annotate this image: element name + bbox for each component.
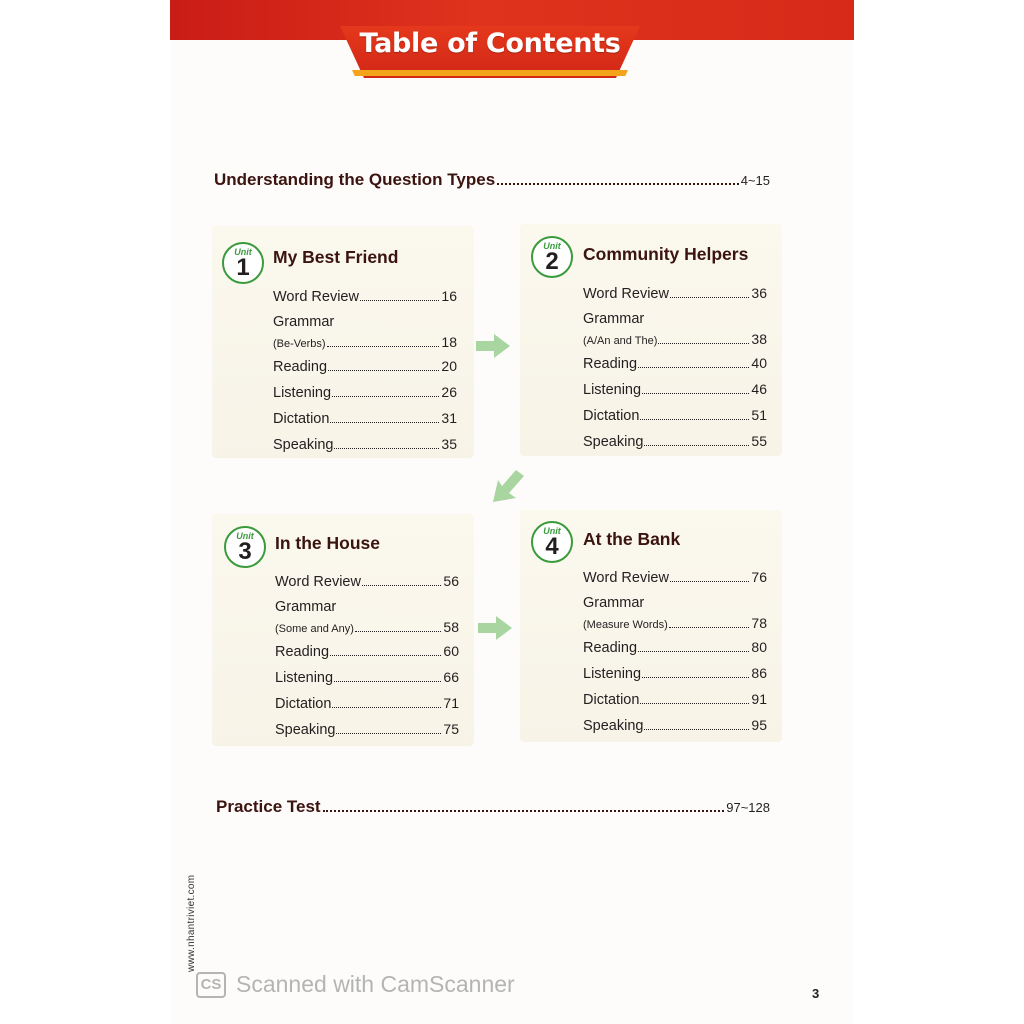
entry-label: Listening	[273, 385, 332, 401]
entry-page: 26	[441, 384, 457, 400]
entry-page: 80	[751, 639, 767, 655]
entry-page: 38	[751, 331, 767, 347]
entry-label: Reading	[583, 640, 638, 656]
dot-leader	[644, 729, 749, 730]
entry-word-review[interactable]	[583, 569, 767, 595]
unit-badge-word: Unit	[234, 247, 252, 257]
dot-leader	[642, 677, 749, 678]
entry-word-review[interactable]	[273, 288, 457, 314]
dot-leader	[328, 370, 439, 371]
toc-line-pages: 4~15	[740, 173, 770, 188]
entry-word-review[interactable]	[275, 573, 459, 599]
entry-label: Grammar	[583, 311, 645, 327]
entry-listening[interactable]	[583, 381, 767, 407]
dot-leader	[355, 631, 442, 632]
dot-leader	[638, 651, 749, 652]
dot-leader	[640, 419, 749, 420]
entry-page: 91	[751, 691, 767, 707]
entry-reading[interactable]	[583, 639, 767, 665]
entry-label: Word Review	[275, 574, 361, 590]
entry-label: Word Review	[583, 570, 669, 586]
dot-leader	[497, 183, 739, 185]
entry-sublabel: (A/An and The)	[583, 335, 658, 347]
entry-page: 16	[441, 288, 457, 304]
entry-dictation[interactable]	[275, 695, 459, 721]
dot-leader	[362, 585, 441, 586]
entry-reading[interactable]	[583, 355, 767, 381]
unit-badge-word: Unit	[543, 526, 561, 536]
entry-dictation[interactable]	[583, 691, 767, 717]
entry-page: 75	[443, 721, 459, 737]
entry-page: 78	[751, 615, 767, 631]
unit-badge-number: 2	[545, 248, 559, 275]
entry-page: 20	[441, 358, 457, 374]
dot-leader	[330, 655, 441, 656]
entry-label: Listening	[583, 382, 642, 398]
entry-label: Grammar	[583, 595, 645, 611]
dot-leader	[332, 707, 441, 708]
dot-leader	[327, 346, 440, 347]
dot-leader	[334, 448, 439, 449]
title-tab-accent	[352, 70, 628, 76]
entry-label: Grammar	[275, 599, 337, 615]
entry-speaking[interactable]	[583, 433, 767, 459]
toc-line-pages: 97~128	[726, 800, 770, 815]
dot-leader	[332, 396, 439, 397]
entry-page: 86	[751, 665, 767, 681]
entry-dictation[interactable]	[273, 410, 457, 436]
entry-label: Word Review	[583, 286, 669, 302]
entry-label: Reading	[273, 359, 328, 375]
entry-listening[interactable]	[273, 384, 457, 410]
entry-reading[interactable]	[273, 358, 457, 384]
entry-page: 31	[441, 410, 457, 426]
unit-badge-1	[222, 242, 264, 284]
entry-page: 71	[443, 695, 459, 711]
dot-leader	[323, 810, 725, 812]
entry-listening[interactable]	[275, 669, 459, 695]
unit-entries-2	[583, 285, 767, 459]
entry-page: 58	[443, 619, 459, 635]
entry-speaking[interactable]	[275, 721, 459, 747]
dot-leader	[336, 733, 441, 734]
unit-badge-number: 4	[545, 533, 559, 560]
entry-speaking[interactable]	[583, 717, 767, 743]
entry-page: 18	[441, 334, 457, 350]
dot-leader	[670, 581, 749, 582]
camscanner-watermark	[196, 971, 515, 998]
entry-label: Speaking	[583, 434, 644, 450]
unit-badge-3	[224, 526, 266, 568]
entry-page: 56	[443, 573, 459, 589]
entry-page: 46	[751, 381, 767, 397]
entry-label: Speaking	[273, 437, 334, 453]
toc-line-practice-test[interactable]	[216, 797, 770, 817]
unit-title-4[interactable]: At the Bank	[583, 529, 681, 549]
unit-title-2[interactable]: Community Helpers	[583, 244, 749, 264]
entry-grammar[interactable]	[583, 595, 767, 639]
camscanner-logo-icon: CS	[196, 972, 226, 998]
entry-label: Word Review	[273, 289, 359, 305]
entry-page: 66	[443, 669, 459, 685]
toc-line-label: Practice Test	[216, 797, 321, 816]
entry-label: Dictation	[275, 696, 332, 712]
right-arrow-icon	[476, 614, 514, 642]
entry-page: 40	[751, 355, 767, 371]
entry-grammar[interactable]	[273, 314, 457, 358]
unit-entries-4	[583, 569, 767, 743]
entry-grammar[interactable]	[583, 311, 767, 355]
entry-sublabel: (Be-Verbs)	[273, 338, 326, 350]
entry-dictation[interactable]	[583, 407, 767, 433]
entry-sublabel: (Measure Words)	[583, 619, 668, 631]
dot-leader	[642, 393, 749, 394]
dot-leader	[670, 297, 749, 298]
side-url-watermark: www.nhantriviet.com	[186, 874, 197, 972]
dot-leader	[669, 627, 750, 628]
entry-page: 76	[751, 569, 767, 585]
entry-page: 95	[751, 717, 767, 733]
entry-label: Reading	[583, 356, 638, 372]
entry-page: 35	[441, 436, 457, 452]
entry-word-review[interactable]	[583, 285, 767, 311]
entry-label: Dictation	[583, 408, 640, 424]
entry-label: Listening	[275, 670, 334, 686]
down-left-arrow-icon	[490, 468, 528, 506]
entry-label: Grammar	[273, 314, 335, 330]
entry-page: 51	[751, 407, 767, 423]
unit-title-3[interactable]: In the House	[275, 533, 381, 553]
toc-line-label: Understanding the Question Types	[214, 170, 496, 189]
entry-label: Speaking	[275, 722, 336, 738]
dot-leader	[360, 300, 439, 301]
unit-badge-2	[531, 236, 573, 278]
toc-line-question-types[interactable]	[214, 170, 770, 190]
dot-leader	[658, 343, 749, 344]
unit-badge-word: Unit	[543, 241, 561, 251]
entry-label: Reading	[275, 644, 330, 660]
entry-listening[interactable]	[583, 665, 767, 691]
camscanner-text: Scanned with CamScanner	[236, 971, 515, 997]
entry-reading[interactable]	[275, 643, 459, 669]
entry-label: Dictation	[273, 411, 330, 427]
entry-label: Listening	[583, 666, 642, 682]
unit-badge-word: Unit	[236, 531, 254, 541]
dot-leader	[334, 681, 441, 682]
unit-entries-3	[275, 573, 459, 747]
page-title: Table of Contents	[359, 28, 621, 59]
dot-leader	[638, 367, 749, 368]
entry-page: 60	[443, 643, 459, 659]
unit-title-1[interactable]: My Best Friend	[273, 247, 399, 267]
dot-leader	[644, 445, 749, 446]
right-arrow-icon	[474, 332, 512, 360]
entry-page: 36	[751, 285, 767, 301]
dot-leader	[330, 422, 439, 423]
entry-label: Speaking	[583, 718, 644, 734]
entry-speaking[interactable]	[273, 436, 457, 462]
page-number: 3	[812, 986, 820, 1001]
entry-grammar[interactable]	[275, 599, 459, 643]
entry-page: 55	[751, 433, 767, 449]
entry-sublabel: (Some and Any)	[275, 623, 354, 635]
entry-label: Dictation	[583, 692, 640, 708]
unit-badge-4	[531, 521, 573, 563]
unit-badge-number: 1	[236, 254, 250, 281]
unit-badge-number: 3	[238, 538, 252, 565]
unit-entries-1	[273, 288, 457, 462]
dot-leader	[640, 703, 749, 704]
